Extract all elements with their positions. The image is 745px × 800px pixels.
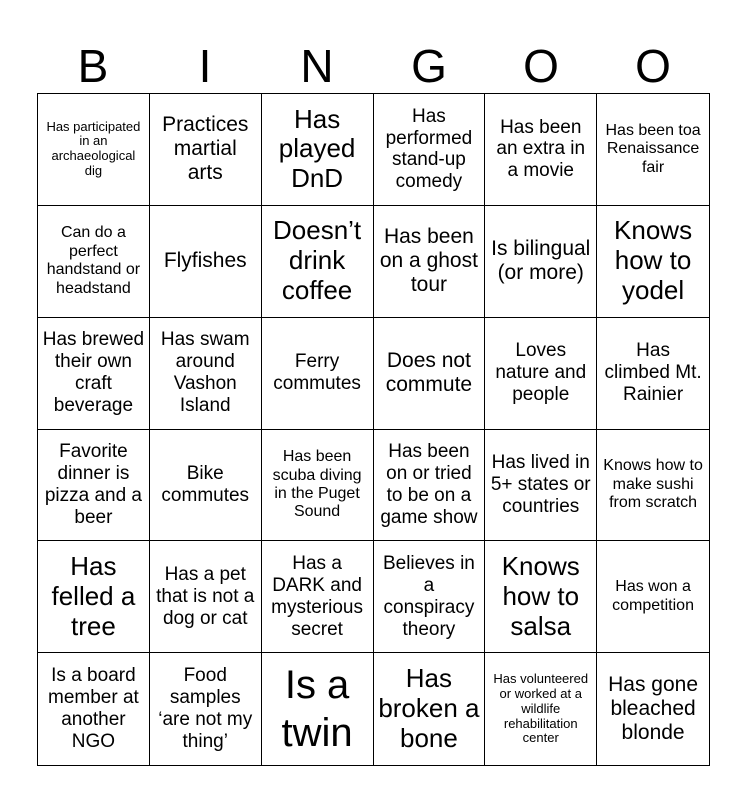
bingo-cell[interactable]: Is bilingual (or more)	[485, 206, 597, 318]
bingo-cell[interactable]: Has been on a ghost tour	[374, 206, 486, 318]
bingo-cell[interactable]: Can do a perfect handstand or headstand	[38, 206, 150, 318]
bingo-cell[interactable]: Knows how to make sushi from scratch	[597, 430, 709, 542]
bingo-cell[interactable]: Has a pet that is not a dog or cat	[150, 541, 262, 653]
bingo-cell[interactable]: Has swam around Vashon Island	[150, 318, 262, 430]
bingo-cell[interactable]: Has played DnD	[262, 94, 374, 206]
bingo-cell[interactable]: Does not commute	[374, 318, 486, 430]
bingo-cell[interactable]: Is a board member at another NGO	[38, 653, 150, 765]
bingo-grid	[37, 93, 710, 766]
header-letter-n: N	[300, 40, 334, 92]
header-letter-o: O	[523, 40, 559, 92]
header-letter-o2: O	[635, 40, 671, 92]
bingo-cell[interactable]: Favorite dinner is pizza and a beer	[38, 430, 150, 542]
bingo-cell[interactable]: Has climbed Mt. Rainier	[597, 318, 709, 430]
bingo-cell[interactable]: Practices martial arts	[150, 94, 262, 206]
header-letter-i: I	[198, 40, 212, 92]
bingo-cell[interactable]: Has brewed their own craft beverage	[38, 318, 150, 430]
bingo-cell[interactable]: Has gone bleached blonde	[608, 672, 699, 745]
bingo-cell[interactable]: Has broken a bone	[374, 653, 486, 765]
bingo-cell[interactable]: Has performed stand-up comedy	[374, 94, 486, 206]
bingo-cell[interactable]: Has been an extra in a movie	[485, 94, 597, 206]
bingo-cell[interactable]: Believes in a conspiracy theory	[374, 541, 486, 653]
bingo-cell[interactable]: Has been toa Renaissance fair	[597, 94, 709, 206]
bingo-cell[interactable]: Knows how to yodel	[597, 206, 709, 318]
bingo-header	[37, 38, 709, 94]
bingo-cell[interactable]: Bike commutes	[150, 430, 262, 542]
bingo-cell[interactable]: Ferry commutes	[262, 318, 374, 430]
bingo-cell[interactable]: Doesn’t drink coffee	[262, 206, 374, 318]
bingo-cell[interactable]: Has a DARK and mysterious secret	[262, 541, 374, 653]
bingo-cell[interactable]: Has participated in an archaeological dig	[38, 94, 150, 206]
bingo-cell[interactable]: Food samples ‘are not my thing’	[150, 653, 262, 765]
bingo-cell[interactable]: Has volunteered or worked at a wildlife rehabilitation center	[485, 653, 597, 765]
header-letter-g: G	[411, 40, 447, 92]
bingo-cell[interactable]: Has felled a tree	[38, 541, 150, 653]
header-letter-b: B	[77, 40, 109, 92]
bingo-cell[interactable]: Loves nature and people	[485, 318, 597, 430]
bingo-cell[interactable]: Is a twin	[262, 653, 374, 765]
bingo-cell[interactable]: Has been on or tried to be on a game show	[374, 430, 486, 542]
bingo-cell[interactable]: Has been scuba diving in the Puget Sound	[262, 430, 374, 542]
bingo-cell[interactable]: Has lived in 5+ states or countries	[485, 430, 597, 542]
bingo-cell[interactable]: Knows how to salsa	[485, 541, 597, 653]
bingo-cell[interactable]: Has won a competition	[597, 541, 709, 653]
bingo-cell[interactable]: Flyfishes	[150, 206, 262, 318]
